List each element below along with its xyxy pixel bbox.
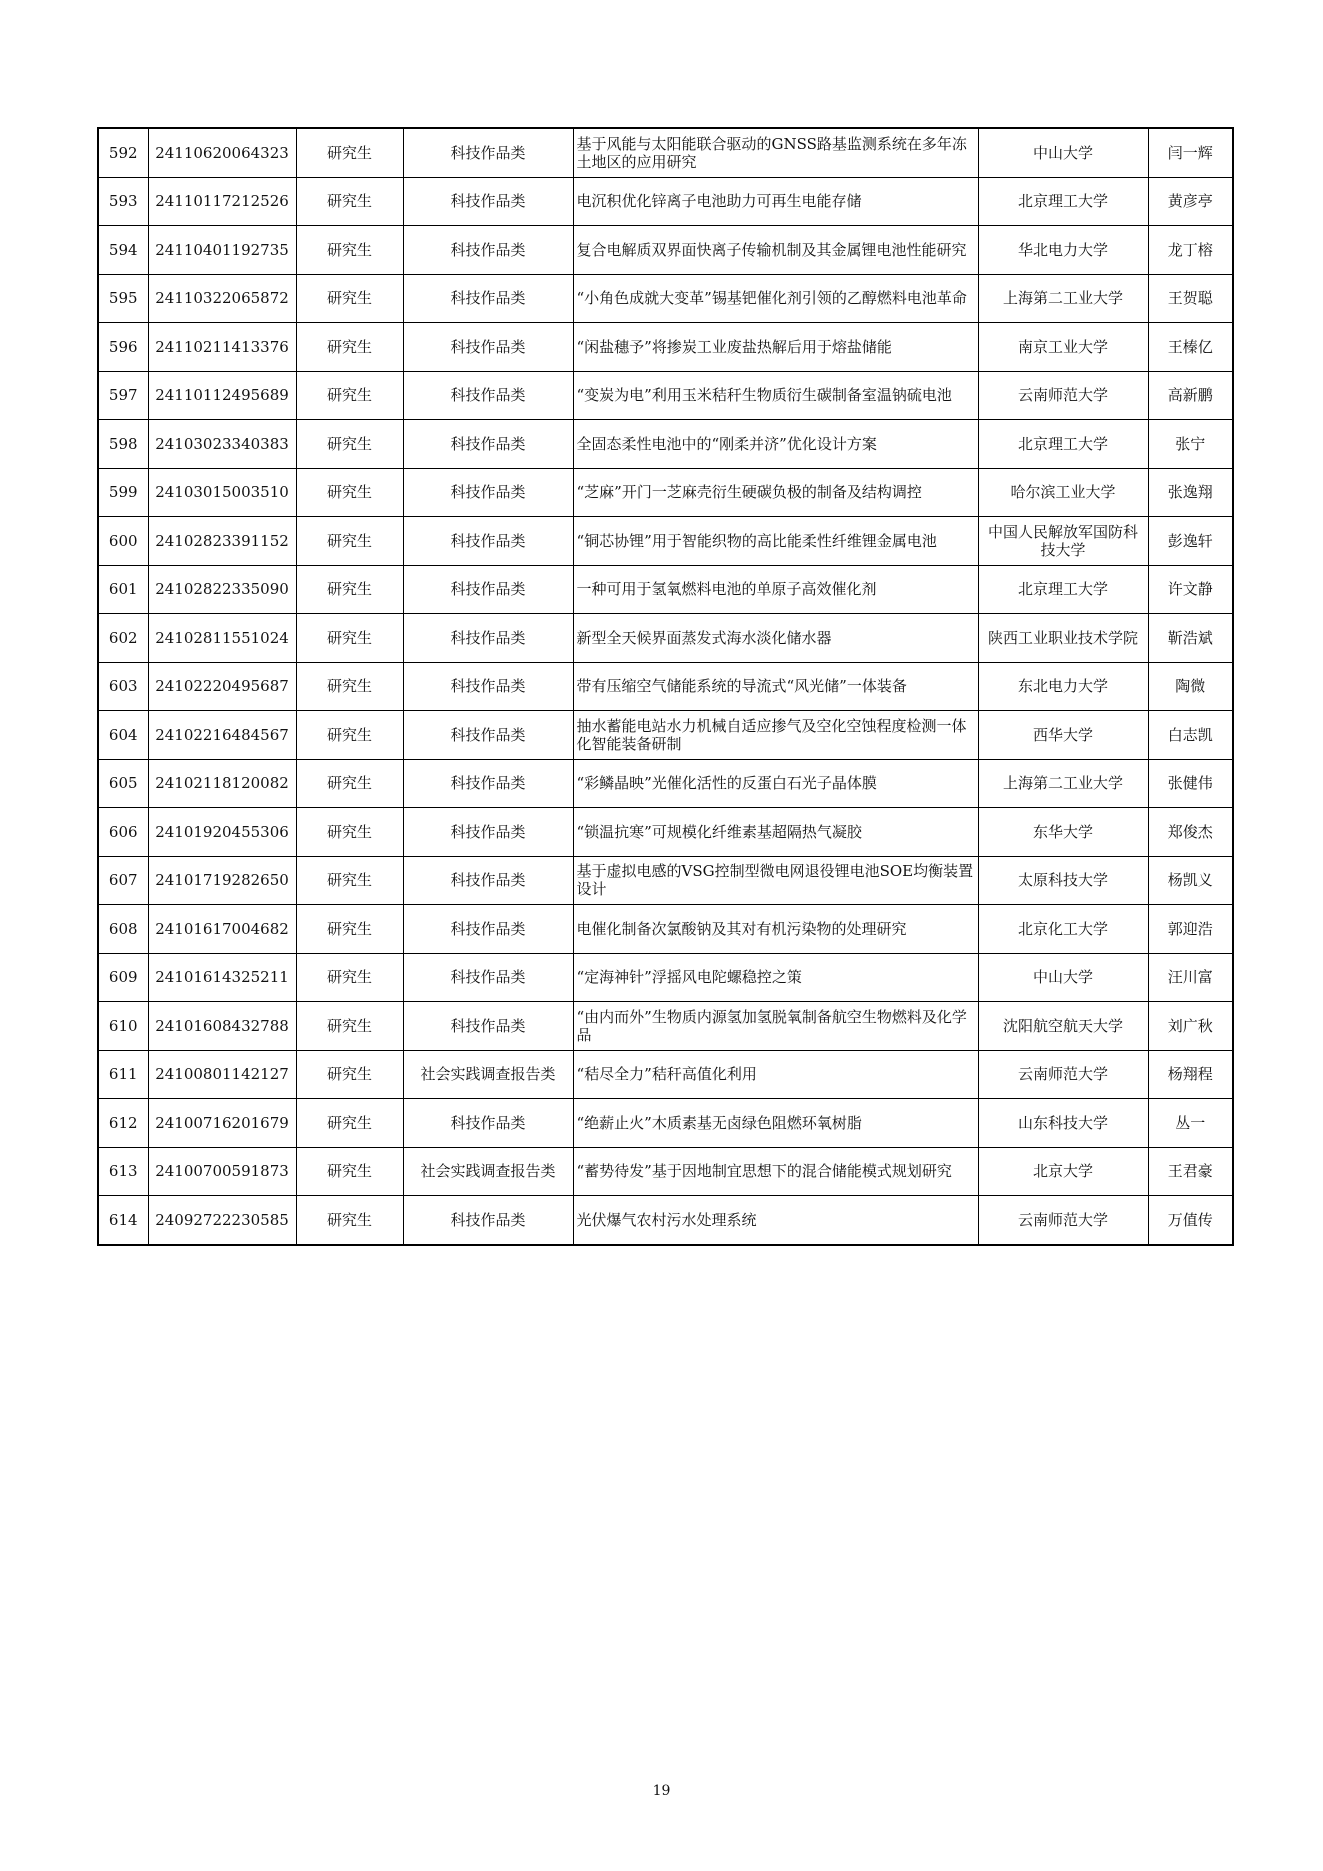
category-cell: 社会实践调查报告类 [403,1050,573,1099]
project-title-cell: “彩鳞晶映”光催化活性的反蛋白石光子晶体膜 [573,759,978,808]
education-level-cell: 研究生 [296,1196,403,1245]
category-cell: 科技作品类 [403,953,573,1002]
serial-number-cell: 599 [98,468,148,517]
category-cell: 科技作品类 [403,177,573,226]
serial-number-cell: 612 [98,1099,148,1148]
school-cell: 沈阳航空航天大学 [978,1002,1148,1051]
table-row [98,420,1233,469]
project-title-cell: “芝麻”开门一芝麻壳衍生硬碳负极的制备及结构调控 [573,468,978,517]
project-title-cell: 基于虚拟电感的VSG控制型微电网退役锂电池SOE均衡装置设计 [573,856,978,905]
serial-number-cell: 614 [98,1196,148,1245]
category-cell: 科技作品类 [403,614,573,663]
school-cell: 南京工业大学 [978,323,1148,372]
school-cell: 西华大学 [978,711,1148,760]
serial-number-cell: 592 [98,128,148,177]
category-cell: 科技作品类 [403,856,573,905]
school-cell: 山东科技大学 [978,1099,1148,1148]
name-cell: 许文静 [1148,565,1233,614]
name-cell: 万值传 [1148,1196,1233,1245]
education-level-cell: 研究生 [296,759,403,808]
education-level-cell: 研究生 [296,371,403,420]
name-cell: 靳浩斌 [1148,614,1233,663]
project-title-cell: 抽水蓄能电站水力机械自适应掺气及空化空蚀程度检测一体化智能装备研制 [573,711,978,760]
serial-number-cell: 611 [98,1050,148,1099]
project-title-cell: “锁温抗寒”可规模化纤维素基超隔热气凝胶 [573,808,978,857]
table-row [98,468,1233,517]
education-level-cell: 研究生 [296,274,403,323]
name-cell: 高新鹏 [1148,371,1233,420]
serial-number-cell: 598 [98,420,148,469]
project-id-cell: 24102118120082 [148,759,296,808]
education-level-cell: 研究生 [296,420,403,469]
name-cell: 郑俊杰 [1148,808,1233,857]
name-cell: 龙丁榕 [1148,226,1233,275]
table-row [98,274,1233,323]
education-level-cell: 研究生 [296,323,403,372]
name-cell: 杨凯义 [1148,856,1233,905]
serial-number-cell: 600 [98,517,148,566]
school-cell: 上海第二工业大学 [978,759,1148,808]
name-cell: 张健伟 [1148,759,1233,808]
school-cell: 中山大学 [978,128,1148,177]
category-cell: 科技作品类 [403,808,573,857]
table-row [98,323,1233,372]
name-cell: 王君豪 [1148,1147,1233,1196]
project-title-cell: 一种可用于氢氧燃料电池的单原子高效催化剂 [573,565,978,614]
project-id-cell: 24101617004682 [148,905,296,954]
project-id-cell: 24101719282650 [148,856,296,905]
school-cell: 东北电力大学 [978,662,1148,711]
table-row [98,517,1233,566]
table-row [98,759,1233,808]
project-title-cell: “蓄势待发”基于因地制宜思想下的混合储能模式规划研究 [573,1147,978,1196]
name-cell: 杨翔程 [1148,1050,1233,1099]
table-row [98,662,1233,711]
serial-number-cell: 601 [98,565,148,614]
serial-number-cell: 607 [98,856,148,905]
category-cell: 科技作品类 [403,1196,573,1245]
project-id-cell: 24110620064323 [148,128,296,177]
serial-number-cell: 595 [98,274,148,323]
school-cell: 上海第二工业大学 [978,274,1148,323]
project-title-cell: “由内而外”生物质内源氢加氢脱氧制备航空生物燃料及化学品 [573,1002,978,1051]
name-cell: 张宁 [1148,420,1233,469]
name-cell: 张逸翔 [1148,468,1233,517]
school-cell: 云南师范大学 [978,1196,1148,1245]
project-title-cell: “变炭为电”利用玉米秸秆生物质衍生碳制备室温钠硫电池 [573,371,978,420]
project-title-cell: “定海神针”浮摇风电陀螺稳控之策 [573,953,978,1002]
page-number: 19 [652,1783,671,1799]
category-cell: 科技作品类 [403,565,573,614]
category-cell: 科技作品类 [403,1002,573,1051]
education-level-cell: 研究生 [296,905,403,954]
project-id-cell: 24103015003510 [148,468,296,517]
project-id-cell: 24101614325211 [148,953,296,1002]
name-cell: 丛一 [1148,1099,1233,1148]
education-level-cell: 研究生 [296,517,403,566]
table-row [98,905,1233,954]
category-cell: 科技作品类 [403,905,573,954]
serial-number-cell: 597 [98,371,148,420]
school-cell: 北京理工大学 [978,565,1148,614]
school-cell: 北京理工大学 [978,420,1148,469]
entries-table [97,127,1234,1246]
education-level-cell: 研究生 [296,614,403,663]
category-cell: 科技作品类 [403,323,573,372]
table-row [98,1099,1233,1148]
project-title-cell: “秸尽全力”秸秆高值化利用 [573,1050,978,1099]
category-cell: 社会实践调查报告类 [403,1147,573,1196]
project-title-cell: 复合电解质双界面快离子传输机制及其金属锂电池性能研究 [573,226,978,275]
category-cell: 科技作品类 [403,759,573,808]
education-level-cell: 研究生 [296,856,403,905]
project-title-cell: 电沉积优化锌离子电池助力可再生电能存储 [573,177,978,226]
serial-number-cell: 606 [98,808,148,857]
category-cell: 科技作品类 [403,468,573,517]
name-cell: 王榛亿 [1148,323,1233,372]
school-cell: 哈尔滨工业大学 [978,468,1148,517]
category-cell: 科技作品类 [403,1099,573,1148]
project-title-cell: 带有压缩空气储能系统的导流式“风光储”一体装备 [573,662,978,711]
education-level-cell: 研究生 [296,662,403,711]
table-row [98,614,1233,663]
project-title-cell: 基于风能与太阳能联合驱动的GNSS路基监测系统在多年冻土地区的应用研究 [573,128,978,177]
project-id-cell: 24102822335090 [148,565,296,614]
serial-number-cell: 603 [98,662,148,711]
name-cell: 郭迎浩 [1148,905,1233,954]
name-cell: 陶微 [1148,662,1233,711]
table-row [98,1002,1233,1051]
category-cell: 科技作品类 [403,371,573,420]
project-title-cell: 光伏爆气农村污水处理系统 [573,1196,978,1245]
school-cell: 太原科技大学 [978,856,1148,905]
category-cell: 科技作品类 [403,420,573,469]
education-level-cell: 研究生 [296,1147,403,1196]
category-cell: 科技作品类 [403,274,573,323]
education-level-cell: 研究生 [296,226,403,275]
project-id-cell: 24101608432788 [148,1002,296,1051]
project-id-cell: 24110112495689 [148,371,296,420]
school-cell: 云南师范大学 [978,371,1148,420]
school-cell: 华北电力大学 [978,226,1148,275]
project-title-cell: “铜芯协锂”用于智能织物的高比能柔性纤维锂金属电池 [573,517,978,566]
serial-number-cell: 613 [98,1147,148,1196]
project-id-cell: 24102220495687 [148,662,296,711]
table-row [98,1147,1233,1196]
education-level-cell: 研究生 [296,1099,403,1148]
school-cell: 东华大学 [978,808,1148,857]
serial-number-cell: 609 [98,953,148,1002]
serial-number-cell: 610 [98,1002,148,1051]
education-level-cell: 研究生 [296,808,403,857]
table-row [98,226,1233,275]
table-row [98,808,1233,857]
education-level-cell: 研究生 [296,177,403,226]
project-id-cell: 24110117212526 [148,177,296,226]
project-id-cell: 24110401192735 [148,226,296,275]
project-id-cell: 24101920455306 [148,808,296,857]
project-id-cell: 24110322065872 [148,274,296,323]
education-level-cell: 研究生 [296,1050,403,1099]
project-title-cell: “闲盐穗予”将掺炭工业废盐热解后用于熔盐储能 [573,323,978,372]
table-body [98,128,1233,1245]
project-id-cell: 24102823391152 [148,517,296,566]
category-cell: 科技作品类 [403,226,573,275]
table-row [98,711,1233,760]
table-row [98,1050,1233,1099]
table-row [98,1196,1233,1245]
project-id-cell: 24110211413376 [148,323,296,372]
school-cell: 北京理工大学 [978,177,1148,226]
table-row [98,856,1233,905]
school-cell: 北京化工大学 [978,905,1148,954]
name-cell: 闫一辉 [1148,128,1233,177]
table-row [98,177,1233,226]
serial-number-cell: 594 [98,226,148,275]
project-id-cell: 24100716201679 [148,1099,296,1148]
education-level-cell: 研究生 [296,1002,403,1051]
project-id-cell: 24102811551024 [148,614,296,663]
project-id-cell: 24102216484567 [148,711,296,760]
category-cell: 科技作品类 [403,517,573,566]
school-cell: 中山大学 [978,953,1148,1002]
serial-number-cell: 593 [98,177,148,226]
education-level-cell: 研究生 [296,953,403,1002]
project-id-cell: 24103023340383 [148,420,296,469]
education-level-cell: 研究生 [296,468,403,517]
project-title-cell: 全固态柔性电池中的“刚柔并济”优化设计方案 [573,420,978,469]
name-cell: 彭逸轩 [1148,517,1233,566]
name-cell: 黄彦亭 [1148,177,1233,226]
project-title-cell: 电催化制备次氯酸钠及其对有机污染物的处理研究 [573,905,978,954]
serial-number-cell: 604 [98,711,148,760]
project-title-cell: “绝薪止火”木质素基无卤绿色阻燃环氧树脂 [573,1099,978,1148]
project-id-cell: 24100801142127 [148,1050,296,1099]
education-level-cell: 研究生 [296,128,403,177]
name-cell: 刘广秋 [1148,1002,1233,1051]
serial-number-cell: 608 [98,905,148,954]
table-row [98,565,1233,614]
project-title-cell: 新型全天候界面蒸发式海水淡化储水器 [573,614,978,663]
education-level-cell: 研究生 [296,565,403,614]
school-cell: 云南师范大学 [978,1050,1148,1099]
category-cell: 科技作品类 [403,711,573,760]
school-cell: 中国人民解放军国防科技大学 [978,517,1148,566]
school-cell: 陕西工业职业技术学院 [978,614,1148,663]
project-id-cell: 24092722230585 [148,1196,296,1245]
category-cell: 科技作品类 [403,662,573,711]
table-row [98,371,1233,420]
serial-number-cell: 596 [98,323,148,372]
table-row [98,128,1233,177]
school-cell: 北京大学 [978,1147,1148,1196]
serial-number-cell: 602 [98,614,148,663]
project-title-cell: “小角色成就大变革”锡基钯催化剂引领的乙醇燃料电池革命 [573,274,978,323]
name-cell: 汪川富 [1148,953,1233,1002]
serial-number-cell: 605 [98,759,148,808]
name-cell: 王贺聪 [1148,274,1233,323]
education-level-cell: 研究生 [296,711,403,760]
project-id-cell: 24100700591873 [148,1147,296,1196]
category-cell: 科技作品类 [403,128,573,177]
name-cell: 白志凯 [1148,711,1233,760]
table-row [98,953,1233,1002]
